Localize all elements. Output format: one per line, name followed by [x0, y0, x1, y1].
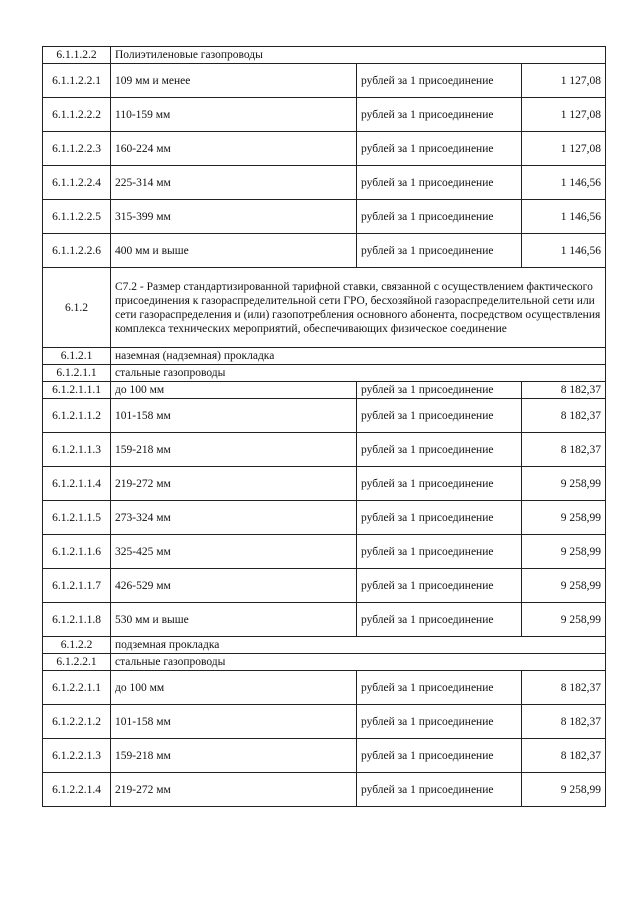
row-unit: рублей за 1 присоединение [357, 569, 522, 603]
row-description: 219-272 мм [111, 773, 357, 807]
tariff-table-body [43, 47, 606, 807]
row-description: 225-314 мм [111, 166, 357, 200]
table-row [43, 705, 606, 739]
row-code: 6.1.2.1.1.8 [43, 603, 111, 637]
row-value: 1 127,08 [522, 64, 606, 98]
table-row [43, 64, 606, 98]
table-row [43, 382, 606, 399]
row-description: стальные газопроводы [111, 654, 606, 671]
row-code: 6.1.1.2.2.1 [43, 64, 111, 98]
table-row [43, 365, 606, 382]
row-code: 6.1.1.2.2.4 [43, 166, 111, 200]
row-value: 1 146,56 [522, 166, 606, 200]
row-value: 1 146,56 [522, 200, 606, 234]
table-row [43, 200, 606, 234]
row-unit: рублей за 1 присоединение [357, 200, 522, 234]
row-unit: рублей за 1 присоединение [357, 535, 522, 569]
table-row [43, 433, 606, 467]
row-description: 530 мм и выше [111, 603, 357, 637]
row-description: 160-224 мм [111, 132, 357, 166]
row-value: 8 182,37 [522, 382, 606, 399]
row-description: наземная (надземная) прокладка [111, 348, 606, 365]
row-description: Полиэтиленовые газопроводы [111, 47, 606, 64]
row-code: 6.1.2.1.1.1 [43, 382, 111, 399]
row-code: 6.1.2.1.1 [43, 365, 111, 382]
row-code: 6.1.2.2 [43, 637, 111, 654]
table-row [43, 399, 606, 433]
row-description: стальные газопроводы [111, 365, 606, 382]
row-value: 8 182,37 [522, 739, 606, 773]
table-row [43, 166, 606, 200]
row-code: 6.1.1.2.2.6 [43, 234, 111, 268]
row-description: 109 мм и менее [111, 64, 357, 98]
row-unit: рублей за 1 присоединение [357, 433, 522, 467]
row-value: 9 258,99 [522, 535, 606, 569]
table-row [43, 268, 606, 348]
row-description: 315-399 мм [111, 200, 357, 234]
row-value: 8 182,37 [522, 671, 606, 705]
row-unit: рублей за 1 присоединение [357, 132, 522, 166]
table-row [43, 569, 606, 603]
row-unit: рублей за 1 присоединение [357, 98, 522, 132]
row-unit: рублей за 1 присоединение [357, 467, 522, 501]
table-row [43, 637, 606, 654]
row-value: 8 182,37 [522, 705, 606, 739]
row-unit: рублей за 1 присоединение [357, 671, 522, 705]
row-description: 400 мм и выше [111, 234, 357, 268]
row-unit: рублей за 1 присоединение [357, 501, 522, 535]
table-row [43, 234, 606, 268]
row-unit: рублей за 1 присоединение [357, 705, 522, 739]
table-row [43, 501, 606, 535]
row-value: 9 258,99 [522, 501, 606, 535]
row-unit: рублей за 1 присоединение [357, 739, 522, 773]
row-description: 219-272 мм [111, 467, 357, 501]
row-description: 325-425 мм [111, 535, 357, 569]
table-row [43, 348, 606, 365]
row-code: 6.1.1.2.2 [43, 47, 111, 64]
table-row [43, 739, 606, 773]
table-row [43, 535, 606, 569]
table-row [43, 467, 606, 501]
row-code: 6.1.2.2.1 [43, 654, 111, 671]
row-code: 6.1.2.1.1.7 [43, 569, 111, 603]
row-description: 101-158 мм [111, 399, 357, 433]
row-value: 1 146,56 [522, 234, 606, 268]
row-value: 9 258,99 [522, 569, 606, 603]
row-unit: рублей за 1 присоединение [357, 603, 522, 637]
row-unit: рублей за 1 присоединение [357, 234, 522, 268]
row-value: 9 258,99 [522, 467, 606, 501]
table-row [43, 132, 606, 166]
row-description: 101-158 мм [111, 705, 357, 739]
row-description: до 100 мм [111, 671, 357, 705]
row-code: 6.1.2.1.1.6 [43, 535, 111, 569]
tariff-table [42, 46, 606, 807]
row-description: 159-218 мм [111, 739, 357, 773]
row-value: 8 182,37 [522, 433, 606, 467]
table-row [43, 773, 606, 807]
table-row [43, 671, 606, 705]
table-row [43, 603, 606, 637]
row-value: 1 127,08 [522, 98, 606, 132]
row-value: 8 182,37 [522, 399, 606, 433]
row-description: 426-529 мм [111, 569, 357, 603]
row-code: 6.1.2.2.1.3 [43, 739, 111, 773]
row-code: 6.1.2.1.1.3 [43, 433, 111, 467]
row-code: 6.1.2.1 [43, 348, 111, 365]
row-value: 1 127,08 [522, 132, 606, 166]
row-description: до 100 мм [111, 382, 357, 399]
row-description: 273-324 мм [111, 501, 357, 535]
row-unit: рублей за 1 присоединение [357, 64, 522, 98]
row-description: подземная прокладка [111, 637, 606, 654]
row-code: 6.1.2.2.1.4 [43, 773, 111, 807]
row-code: 6.1.2.2.1.2 [43, 705, 111, 739]
row-unit: рублей за 1 присоединение [357, 773, 522, 807]
table-row [43, 47, 606, 64]
row-code: 6.1.1.2.2.2 [43, 98, 111, 132]
row-description: 159-218 мм [111, 433, 357, 467]
row-description: 110-159 мм [111, 98, 357, 132]
row-unit: рублей за 1 присоединение [357, 399, 522, 433]
row-value: 9 258,99 [522, 773, 606, 807]
row-code: 6.1.2.1.1.2 [43, 399, 111, 433]
row-description: С7.2 - Размер стандартизированной тарифной ставки, связанной с осуществлением фактического присоединения к газораспределительной сети ГРО, бесхозяйной газораспределительной сети или сети газораспределения и (или) газопотребления основного абонента, посредством осуществления комплекса технических мероприятий, обеспечивающих физическое соединение [111, 268, 606, 348]
row-unit: рублей за 1 присоединение [357, 166, 522, 200]
row-code: 6.1.1.2.2.5 [43, 200, 111, 234]
row-code: 6.1.2 [43, 268, 111, 348]
row-code: 6.1.2.1.1.4 [43, 467, 111, 501]
table-row [43, 98, 606, 132]
row-unit: рублей за 1 присоединение [357, 382, 522, 399]
row-code: 6.1.2.1.1.5 [43, 501, 111, 535]
row-value: 9 258,99 [522, 603, 606, 637]
table-row [43, 654, 606, 671]
row-code: 6.1.1.2.2.3 [43, 132, 111, 166]
row-code: 6.1.2.2.1.1 [43, 671, 111, 705]
